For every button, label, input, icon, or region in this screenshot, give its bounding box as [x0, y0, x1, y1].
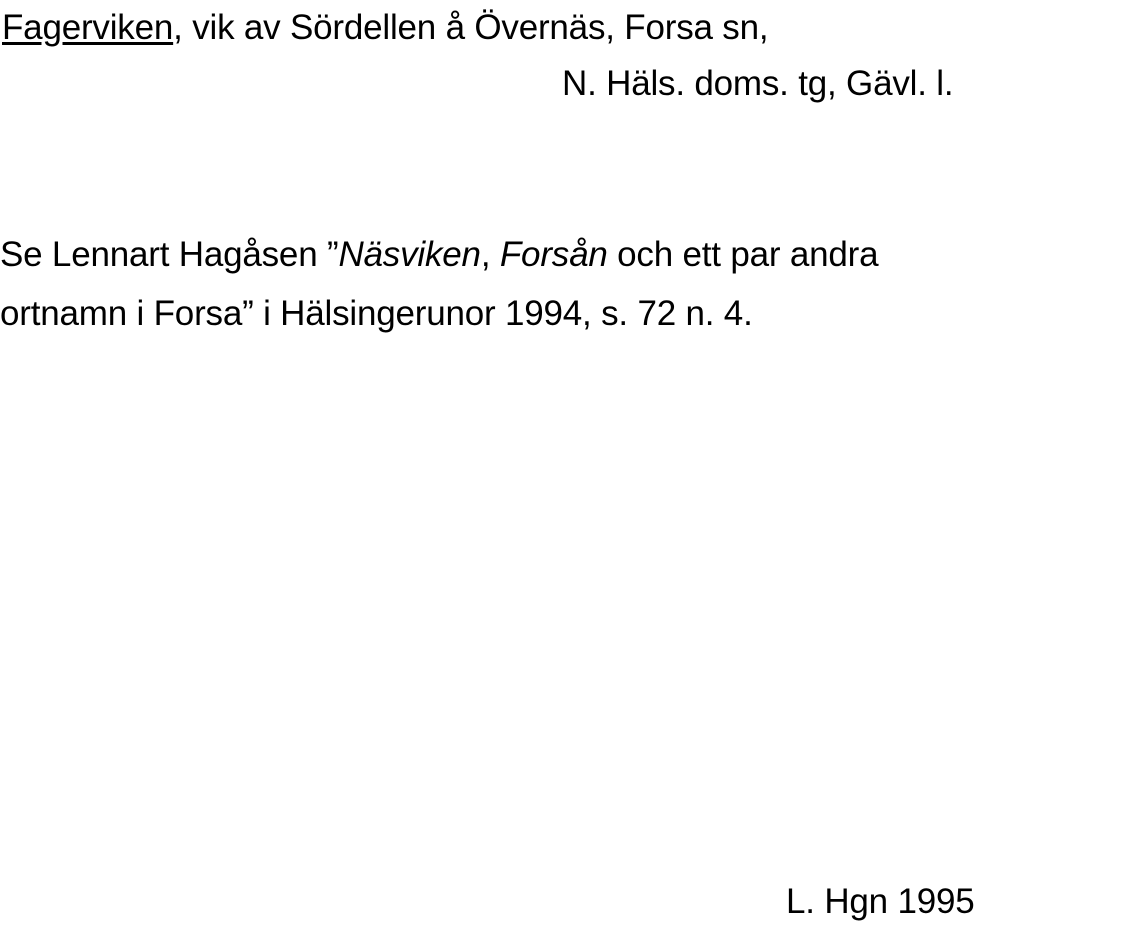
headword-entry-line [2, 6, 768, 50]
headword-description: , vik av Sördellen å Övernäs, Forsa sn, [173, 8, 769, 47]
reference-note-line-2: ortnamn i Forsa” i Hälsingerunor 1994, s. 72 n. 4. [0, 294, 753, 333]
headword: Fagerviken [2, 8, 174, 47]
reference-title-nasviken: Näsviken [338, 235, 481, 274]
signature: L. Hgn 1995 [786, 882, 975, 921]
reference-note [0, 225, 1140, 343]
reference-prefix: Se Lennart Hagåsen ” [0, 235, 339, 274]
headword-location-line: N. Häls. doms. tg, Gävl. l. [562, 64, 954, 103]
reference-note-line-1 [0, 225, 1140, 284]
reference-suffix: och ett par andra [607, 235, 879, 274]
reference-separator: , [480, 235, 500, 274]
reference-title-forsan: Forsån [499, 235, 608, 274]
